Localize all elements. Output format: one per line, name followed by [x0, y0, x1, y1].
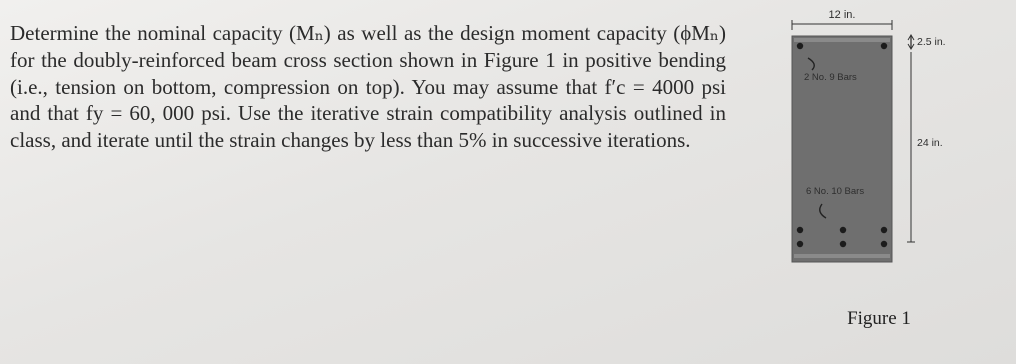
- bottom-bar-1: [797, 227, 803, 233]
- height-label: 24 in.: [917, 137, 943, 149]
- section-bottom-edge: [794, 254, 890, 258]
- width-label: 12 in.: [828, 9, 856, 21]
- top-cover-label: 2.5 in.: [917, 36, 946, 48]
- bottom-bar-5: [840, 241, 846, 247]
- section-top-edge: [794, 38, 890, 42]
- bottom-bar-6: [881, 241, 887, 247]
- figure-caption: Figure 1: [847, 308, 911, 329]
- top-bar-left: [797, 43, 803, 49]
- bottom-bar-2: [840, 227, 846, 233]
- bottom-bar-3: [881, 227, 887, 233]
- top-bar-right: [881, 43, 887, 49]
- top-bars-label: 2 No. 9 Bars: [804, 72, 857, 83]
- problem-statement: Determine the nominal capacity (Mₙ) as well as the design moment capacity (ϕMₙ) for the doubly-reinforced beam cross section shown in Figure 1 in positive bending (i.e., tension on bottom, compression on top). You may assume that f′c = 4000 psi and that fy = 60, 000 psi. Use the iterative strain compatibility analysis outlined in class, and iterate until the strain changes by less than 5% in successive iterations.: [10, 21, 726, 153]
- beam-cross-section-figure: [780, 0, 1016, 364]
- bottom-bar-4: [797, 241, 803, 247]
- bottom-bars-label: 6 No. 10 Bars: [806, 186, 865, 197]
